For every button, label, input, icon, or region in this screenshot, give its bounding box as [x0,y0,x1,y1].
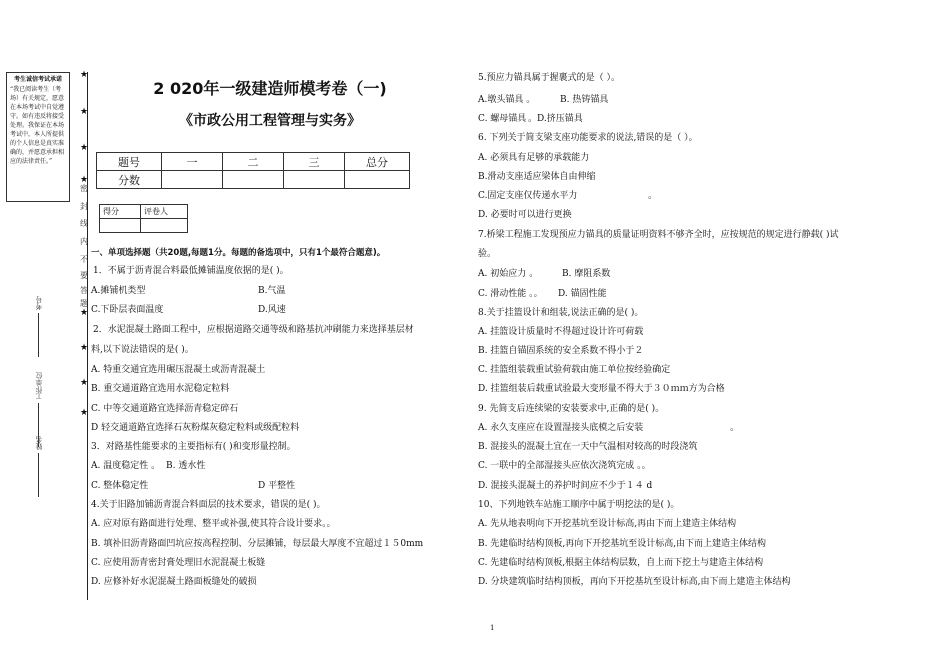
option-line: B. 重交通道路宜选用水泥稳定粒料 [91,384,230,394]
score-table [96,152,410,189]
option-mark: 。 [730,423,740,433]
option-line: B.气温 [258,286,286,296]
option-line: D. 分块建筑临时结构顶板，再向下开挖基坑至设计标高,由下而上建造主体结构 [478,577,791,587]
honesty-notice-title: 考生诚信考试承诺 [13,76,62,83]
option-line: D 平整性 [258,481,296,491]
question-line: 7.桥梁工程施工发现预应力锚具的质量证明资料不够齐全时，应按规范的规定进行静载( )试 [478,230,839,240]
question-line: 2．水泥混凝土路面工程中，应根据道路交通等级和路基抗冲刷能力来选择基层材 [93,325,414,335]
question-line: 9. 先简支后连续梁的安装要求中,正确的是( )。 [478,404,665,414]
star-mark: ★ [80,175,89,185]
option-line: A.墩头锚具 。 [478,95,536,105]
seal-char: 内 [80,237,88,246]
score-header-cell: 一 [162,153,223,171]
question-line: 5.预应力锚具属于握裹式的是（ ）。 [478,73,620,83]
honesty-notice-body: “我已阅读考生（考场）有关规定，愿意在本场考试中自觉遵守。如有违反将接受处理。我保证在本场考试中，本人所提供的个人信息是真实准确的，并愿意承担相应的法律责任。” [10,86,65,165]
option-line: D. 混接头混凝土的养护时间应不少于１４ d [478,481,653,491]
grader-name-cell[interactable] [141,219,188,233]
option-line: C. 滑动性能 。。 [478,289,543,299]
grader-table [99,204,188,233]
grader-name-label: 评卷人 [141,205,188,219]
star-mark: ★ [80,343,89,353]
option-line: A. 特重交通宜选用碾压混凝土或沥青混凝土 [91,365,266,375]
star-mark: ★ [80,70,89,80]
option-line: D 轻交通道路宜选择石灰粉煤灰稳定粒料或级配粒料 [91,423,300,433]
grader-score-cell[interactable] [100,219,141,233]
star-mark: ★ [80,408,89,418]
option-line: A. 初始应力 。 [478,269,539,279]
option-line: B. 热铸锚具 [560,95,609,105]
question-line: 验。 [478,249,497,259]
question-line: 10、下列地铁车站施工顺序中属于明挖法的是( )。 [478,500,680,510]
option-line: C.下卧层表面温度 [91,305,164,315]
honesty-notice [6,72,70,202]
score-row-label: 分数 [97,171,162,189]
option-line: B. 填补旧沥青路面凹坑应按高程控制、分层摊铺，每层最大厚度不宜超过１５0mm [91,539,424,549]
grader-score-label: 得分 [100,205,141,219]
score-table-header-row [97,153,410,171]
option-line: C. 先建临时结构顶板,根据主体结构层数，自上而下挖土与建造主体结构 [478,558,764,568]
page-number: 1 [490,624,495,632]
option-line: A. 永久支座应在设置湿接头底模之后安装 [478,423,644,433]
option-line: B.滑动支座适应梁体自由伸缩 [478,172,596,182]
option-line: C. 整体稳定性 [91,481,149,491]
score-header-cell: 题号 [97,153,162,171]
seal-char: 线 [80,219,88,228]
option-line: 。D.挤压锚具 [528,114,583,124]
option-line: A. 应对原有路面进行处理、整平或补强,使其符合设计要求。。 [91,519,336,529]
star-mark: ★ [80,308,89,318]
score-input-cell[interactable] [223,171,284,189]
option-line: A. 温度稳定性 。 [91,461,161,471]
score-input-cell[interactable] [345,171,410,189]
option-line: B. 混接头的混凝土宜在一天中气温相对较高的时段浇筑 [478,442,698,452]
option-line: B. 先建临时结构顶板,再向下开挖基坑至设计标高,由下而上建造主体结构 [478,539,767,549]
option-line: B. 摩阻系数 [562,269,611,279]
exam-subtitle: 《市政公用工程管理与实务》 [179,113,361,129]
option-line: D.风速 [258,305,286,315]
seal-char: 不 [80,255,88,264]
name-field[interactable]: 姓名 [34,436,44,497]
exam-number-field[interactable]: 考号 [34,296,44,357]
option-line: A.摊铺机类型 [91,286,146,296]
option-line: B. 挂篮自锚固系统的安全系数不得小于２ [478,346,644,356]
option-line: A. 先从地表明向下开挖基坑至设计标高,再由下而上建造主体结构 [478,519,737,529]
score-header-cell: 三 [284,153,345,171]
option-line: D. 挂篮组装后载重试验最大变形量不得大于３０ｍｍ方为合格 [478,384,725,394]
seal-char: 题 [80,299,88,308]
option-line: C.固定支座仅传递水平力 [478,191,578,201]
question-line: 3．对路基性能要求的主要指标有( )和变形量控制。 [91,442,296,452]
seal-char: 封 [80,202,88,211]
star-mark: ★ [80,107,89,117]
question-line: 4.关于旧路加铺沥青混合料面层的技术要求，错误的是( )。 [91,500,326,510]
score-input-cell[interactable] [162,171,223,189]
score-header-cell: 总分 [345,153,410,171]
score-input-cell[interactable] [284,171,345,189]
option-line: C. 中等交通道路宜选择沥青稳定碎石 [91,404,239,414]
option-line: C. 挂篮组装载重试验荷载由施工单位按经验确定 [478,365,671,375]
question-line: 料,以下说法错误的是( )。 [91,345,194,355]
option-line: D. 应修补好水泥混凝土路面板缝处的破损 [91,577,257,587]
seal-char: 答 [80,286,88,295]
section-heading: 一、单项选择题（共20题,每题1分。每题的备选项中，只有1个最符合题意)。 [91,248,386,258]
option-line: A. 挂篮设计质量时不得超过设计许可荷载 [478,327,644,337]
seal-char: 密 [80,184,88,193]
option-line: D. 锚固性能 [558,289,607,299]
option-line: C. 应使用沥青密封膏处理旧水泥混凝土板缝 [91,558,266,568]
score-header-cell: 二 [223,153,284,171]
score-table-score-row [97,171,410,189]
question-line: 6. 下列关于简支梁支座功能要求的说法,错误的是（ ）。 [478,133,698,143]
exam-title: 2 020年一级建造师模考卷（一) [153,79,387,98]
option-line: A. 必须具有足够的承载能力 [478,153,590,163]
workplace-field[interactable]: 工作单位 [34,372,44,447]
option-mark: 。 [648,191,658,201]
question-line: 8.关于挂篮设计和组装,说法正确的是( )。 [478,308,644,318]
option-line: D. 必要时可以进行更换 [478,210,572,220]
star-mark: ★ [80,378,89,388]
star-mark: ★ [80,143,89,153]
question-line: 1．不属于沥青混合料最低摊铺温度依据的是( )。 [93,266,289,276]
option-line: C. 螺母锚具 [478,114,527,124]
option-line: C. 一联中的全部湿接头应依次浇筑完成 。。 [478,461,651,471]
seal-char: 要 [80,271,88,280]
option-line: B. 透水性 [166,461,206,471]
